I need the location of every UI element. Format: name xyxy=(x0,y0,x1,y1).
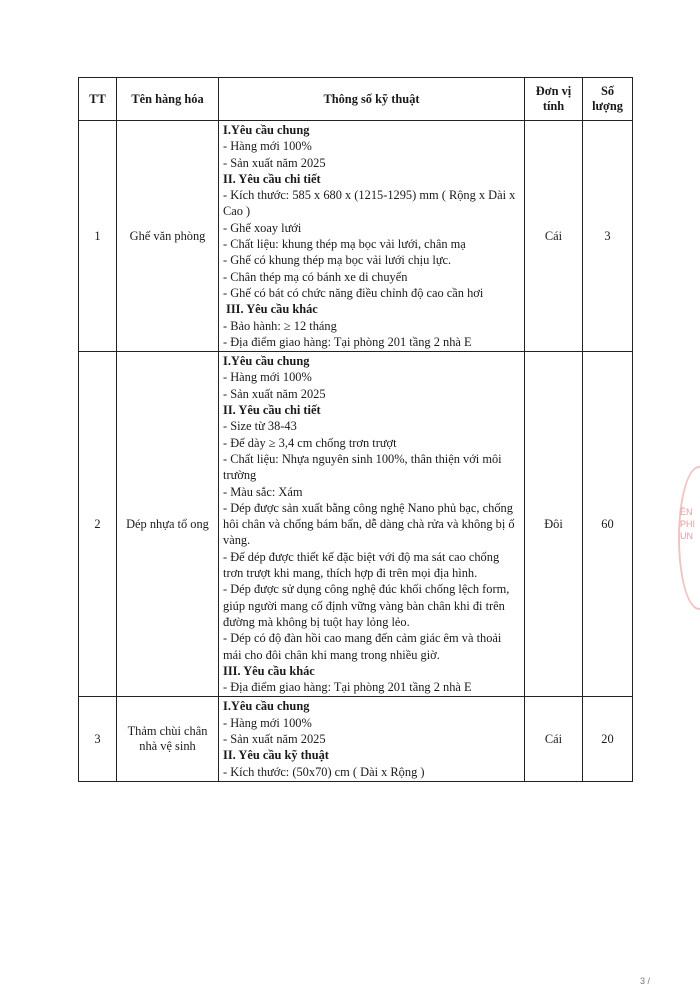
table-row xyxy=(79,697,633,781)
table-body xyxy=(79,121,633,782)
red-stamp-fragment xyxy=(676,466,700,606)
stamp-text xyxy=(680,506,695,542)
header-unit-line1: Đơn vị xyxy=(535,84,572,98)
item-quantity: 60 xyxy=(583,352,633,697)
spec-line: - Ghế xoay lưới xyxy=(223,220,302,235)
row-number: 2 xyxy=(79,352,117,697)
row-number: 3 xyxy=(79,697,117,781)
stamp-text-line: ÊN xyxy=(680,507,693,517)
item-name: Dép nhựa tổ ong xyxy=(117,352,219,697)
spec-line: - Dép được sản xuất bằng công nghệ Nano phủ bạc, chống hôi chân và chống bám bẩn, dễ dàng chà rửa và không bị ố vàng. xyxy=(223,500,515,548)
header-specification: Thông số kỹ thuật xyxy=(219,78,525,121)
spec-section-heading: III. Yêu cầu khác xyxy=(226,302,318,317)
specification-table xyxy=(78,77,633,782)
item-unit: Cái xyxy=(525,697,583,781)
item-quantity: 3 xyxy=(583,121,633,352)
spec-section-heading: I.Yêu cầu chung xyxy=(223,123,310,137)
spec-line: - Hàng mới 100% xyxy=(223,139,312,154)
spec-line: - Chất liệu: Nhựa nguyên sinh 100%, thân thiện với môi trường xyxy=(223,451,502,483)
spec-line: - Địa điểm giao hàng: Tại phòng 201 tầng 2 nhà E xyxy=(223,680,472,695)
spec-line: - Địa điểm giao hàng: Tại phòng 201 tầng 2 nhà E xyxy=(223,334,472,349)
header-quantity xyxy=(583,78,633,121)
spec-line: - Bảo hành: ≥ 12 tháng xyxy=(223,318,337,333)
spec-line: - Sản xuất năm 2025 xyxy=(223,386,326,401)
spec-section-heading: I.Yêu cầu chung xyxy=(223,354,310,369)
spec-line: - Sản xuất năm 2025 xyxy=(223,155,326,170)
spec-line: - Dép được sử dụng công nghệ đúc khối chống lệch form, giúp người mang cố định vững vàng bàn chân khi đi trên đường mà không bị tuột hay lỏng lẻo. xyxy=(223,582,510,629)
spec-section-heading: II. Yêu cầu kỹ thuật xyxy=(223,748,329,763)
header-item-name: Tên hàng hóa xyxy=(117,78,219,121)
spec-section-heading: I.Yêu cầu chung xyxy=(223,699,310,714)
page-number: 3 / xyxy=(640,976,651,986)
spec-line: - Chất liệu: khung thép mạ bọc vải lưới, chân mạ xyxy=(223,237,466,252)
header-unit-line2: tính xyxy=(542,99,565,113)
stamp-text-line: PHI xyxy=(680,519,696,529)
item-name: Thảm chùi chân nhà vệ sinh xyxy=(117,697,219,781)
header-tt: TT xyxy=(79,78,117,121)
spec-line: - Size từ 38-43 xyxy=(223,419,297,434)
spec-line: - Kích thước: 585 x 680 x (1215-1295) mm ( Rộng x Dài x Cao ) xyxy=(223,188,516,219)
stamp-text-line: UN xyxy=(680,531,693,541)
spec-line: - Màu sắc: Xám xyxy=(223,484,303,499)
item-specification xyxy=(219,697,525,781)
spec-line: - Dép có độ đàn hồi cao mang đến cảm giác êm và thoải mái cho đôi chân khi mang trong nhiều giờ. xyxy=(223,631,502,662)
item-unit: Cái xyxy=(525,121,583,352)
item-name: Ghế văn phòng xyxy=(117,121,219,352)
spec-line: - Chân thép mạ có bánh xe di chuyển xyxy=(223,269,408,284)
item-unit: Đôi xyxy=(525,352,583,697)
spec-line: - Đế dày ≥ 3,4 cm chống trơn trượt xyxy=(223,435,397,450)
header-qty-line2: lượng xyxy=(592,99,623,113)
row-number: 1 xyxy=(79,121,117,352)
spec-section-heading: II. Yêu cầu chi tiết xyxy=(223,403,321,418)
table-header-row xyxy=(79,78,633,121)
spec-line: - Hàng mới 100% xyxy=(223,370,312,385)
item-specification xyxy=(219,352,525,697)
item-quantity: 20 xyxy=(583,697,633,781)
spec-line: - Kích thước: (50x70) cm ( Dài x Rộng ) xyxy=(223,764,425,779)
header-unit xyxy=(525,78,583,121)
header-qty-line1: Số xyxy=(600,84,615,98)
spec-line: - Đế dép được thiết kế đặc biệt với độ ma sát cao chống trơn trượt khi mang, thích hợp đi trên mọi địa hình. xyxy=(223,549,500,581)
spec-line: - Sản xuất năm 2025 xyxy=(223,731,326,746)
table-row xyxy=(79,352,633,697)
spec-line: - Hàng mới 100% xyxy=(223,715,312,730)
spec-section-heading: II. Yêu cầu chi tiết xyxy=(223,171,321,186)
table-row xyxy=(79,121,633,352)
item-specification xyxy=(219,121,525,352)
spec-line: - Ghế có khung thép mạ bọc vải lưới chịu lực. xyxy=(223,253,452,268)
spec-line: - Ghế có bát có chức năng điều chỉnh độ cao cần hơi xyxy=(223,285,484,300)
spec-section-heading: III. Yêu cầu khác xyxy=(223,663,315,678)
